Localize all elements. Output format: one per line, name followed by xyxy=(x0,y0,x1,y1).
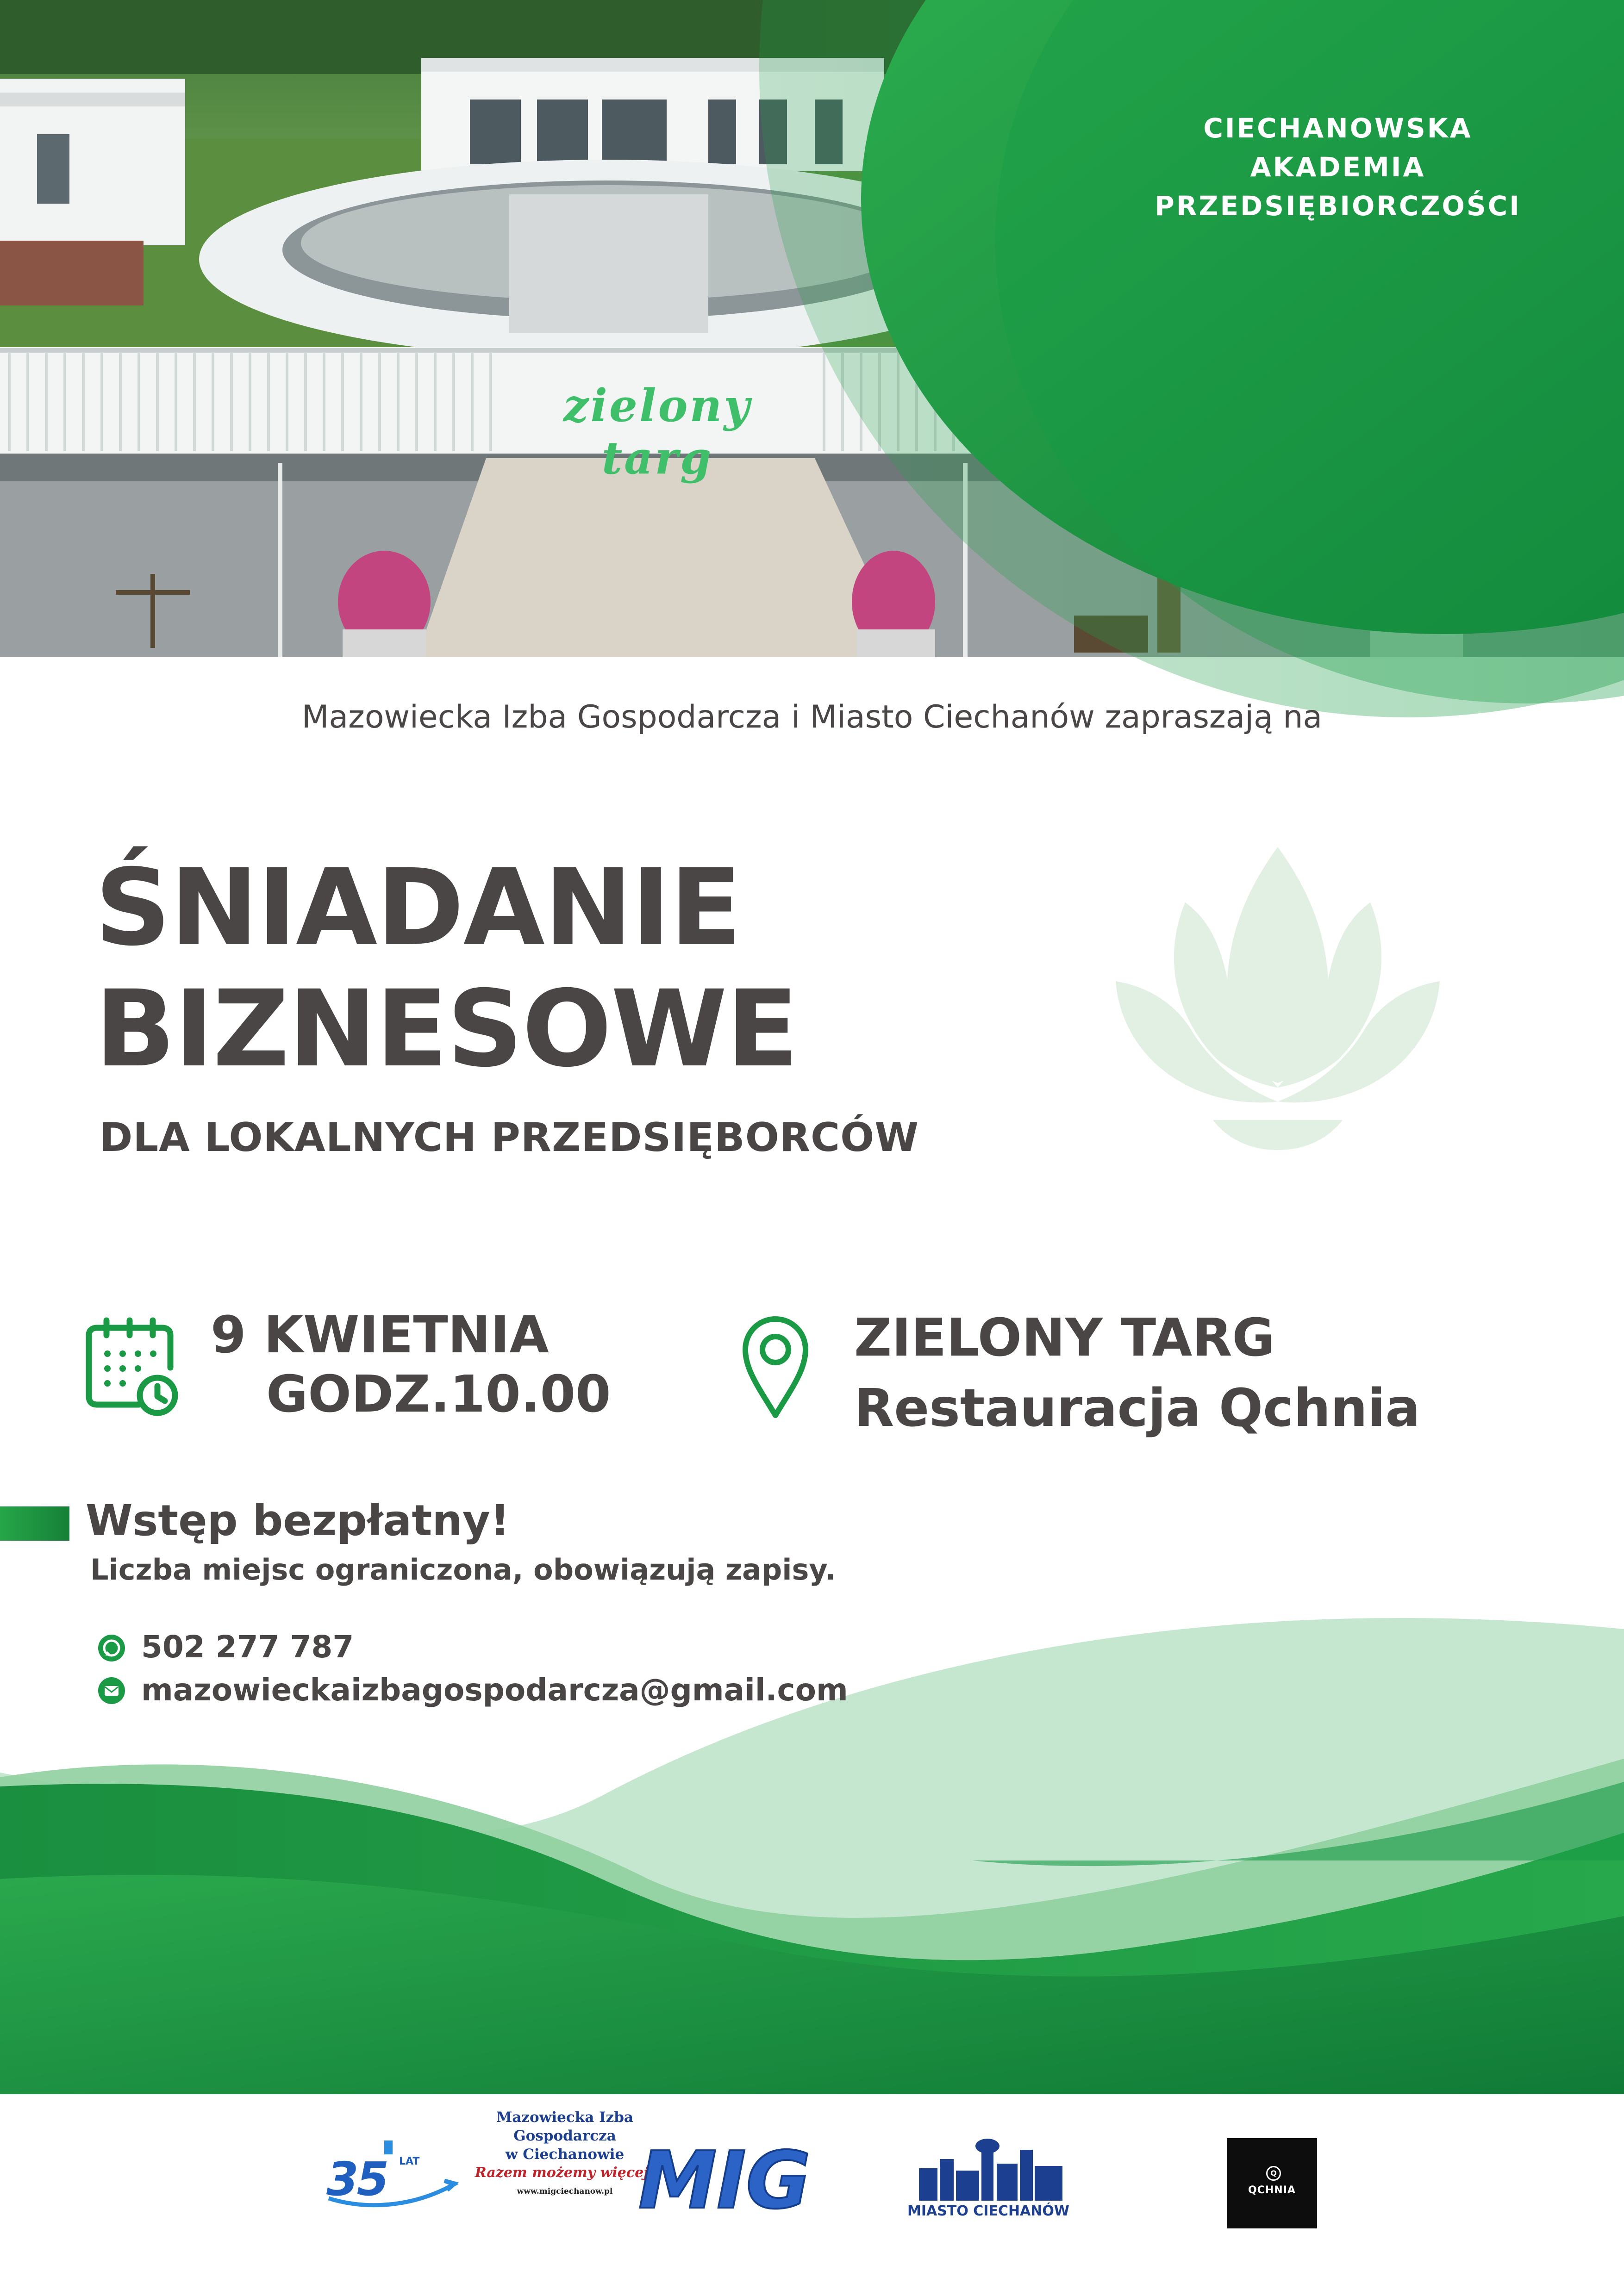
mig-url: www.migciechanow.pl xyxy=(517,2187,613,2196)
event-time: GODZ.10.00 xyxy=(266,1364,611,1424)
contact-email[interactable]: mazowieckaizbagospodarcza@gmail.com xyxy=(141,1672,848,1708)
city-logo-name: MIASTO CIECHANÓW xyxy=(907,2203,1069,2219)
event-date: 9 KWIETNIA xyxy=(211,1305,549,1364)
admission-title: Wstęp bezpłatny! xyxy=(86,1496,510,1545)
contact-phone[interactable]: 502 277 787 xyxy=(141,1629,354,1665)
organizer-name xyxy=(1102,109,1574,225)
building-photo xyxy=(0,0,1624,657)
organizer-line: PRZEDSIĘBIORCZOŚCI xyxy=(1155,190,1521,222)
mig-logo-mark xyxy=(638,2129,811,2227)
mig-name-line2: w Ciechanowie xyxy=(505,2146,625,2163)
anniversary-number: 35 xyxy=(326,2152,387,2206)
event-date-time xyxy=(211,1305,611,1424)
organizer-line: CIECHANOWSKA xyxy=(1203,112,1473,144)
event-subtitle: DLA LOKALNYCH PRZEDSIĘBORCÓW xyxy=(100,1114,919,1161)
anniversary-suffix: LAT xyxy=(399,2156,420,2167)
map-pin-icon xyxy=(741,1314,810,1421)
calendar-clock-icon xyxy=(83,1317,183,1416)
mig-logo-text xyxy=(468,2108,662,2201)
lotus-icon xyxy=(1102,842,1454,1157)
venue-detail: Restauracja Qchnia xyxy=(854,1378,1420,1438)
event-venue xyxy=(854,1303,1420,1444)
qchnia-logo xyxy=(1227,2138,1317,2228)
city-logo-skyline xyxy=(914,2136,1067,2201)
admission-note: Liczba miejsc ograniczona, obowiązują zapisy. xyxy=(90,1553,836,1587)
event-title xyxy=(95,847,798,1089)
invitation-line: Mazowiecka Izba Gospodarcza i Miasto Ciechanów zapraszają na xyxy=(301,699,1323,735)
event-title-line: ŚNIADANIE xyxy=(95,846,741,969)
whatsapp-icon xyxy=(97,1634,126,1662)
mig-name-line1: Mazowiecka Izba Gospodarcza xyxy=(496,2109,633,2144)
venue-name: ZIELONY TARG xyxy=(854,1308,1275,1368)
mig-mark: MIG xyxy=(638,2135,811,2227)
hero-photo xyxy=(0,0,1624,657)
event-title-line: BIZNESOWE xyxy=(95,967,798,1090)
accent-bar xyxy=(0,1506,69,1541)
qchnia-logo-name: QCHNIA xyxy=(1248,2184,1296,2196)
email-icon xyxy=(97,1676,126,1705)
organizer-line: AKADEMIA xyxy=(1250,151,1426,183)
qchnia-logo-mark: Q xyxy=(1266,2166,1281,2181)
mig-motto: Razem możemy więcej! xyxy=(475,2165,655,2181)
building-sign: zielony targ xyxy=(563,380,752,484)
footer-logos xyxy=(0,2094,1624,2296)
